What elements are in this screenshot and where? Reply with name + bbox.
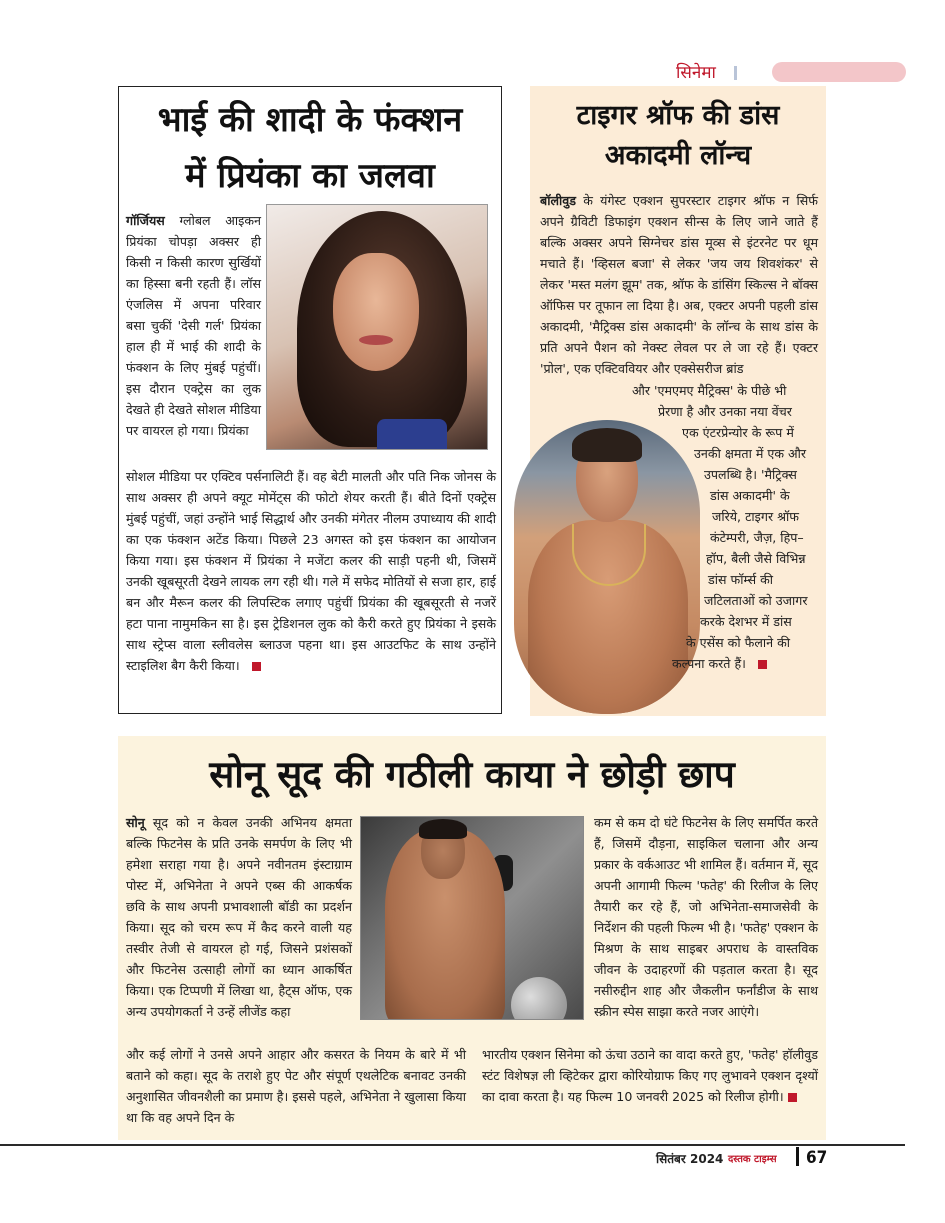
- tiger-line: कल्पना करते हैं।: [672, 656, 746, 671]
- tiger-last-line: [672, 653, 818, 674]
- footer-separator: [796, 1147, 799, 1166]
- priyanka-headline-line1: भाई की शादी के फंक्शन: [157, 100, 463, 140]
- priyanka-lead-word: गॉर्जियस: [126, 213, 165, 228]
- footer-date: सितंबर 2024: [656, 1152, 724, 1166]
- tiger-line: जटिलताओं को उजागर: [704, 593, 808, 608]
- priyanka-column-text: [126, 210, 261, 441]
- tiger-headline: [530, 96, 826, 176]
- tiger-wrap-text: [596, 380, 818, 674]
- photo-exercise-ball: [511, 977, 567, 1020]
- end-mark-icon: [252, 662, 261, 671]
- page-number: 67: [806, 1148, 828, 1168]
- sonu-column1-body: सूद को न केवल उनकी अभिनय क्षमता बल्कि फिटनेस के प्रति उनके समर्पण के लिए भी हमेशा सराहा गया है। अपने नवीनतम इंस्टाग्राम पोस्ट में, अभिनेता ने अपने एब्स की आकर्षक छवि के साथ अपनी प्रभावशाली बॉडी का प्रदर्शन किया। सूद को चरम रूप में कैद करने वाली यह तस्वीर तेजी से वायरल हो गई, जिसने प्रशंसकों और फिटनेस उत्साही लोगों का ध्यान आकर्षित किया। एक टिप्पणी में लिखा था, हैट्स ऑफ, एक अन्य उपयोगकर्ता ने उन्हें लीजेंड कहा: [126, 815, 352, 1019]
- sonu-lead-word: सोनू: [126, 815, 145, 830]
- tiger-line: प्रेरणा है और उनका नया वेंचर: [658, 404, 792, 419]
- tiger-line: कंटेम्परी, जैज़, हिप–: [710, 530, 804, 545]
- photo-lips: [359, 335, 393, 345]
- section-label: सिनेमा: [676, 63, 716, 83]
- tiger-lead-word: बॉलीवुड: [540, 193, 576, 208]
- sonu-headline: सोनू सूद की गठीली काया ने छोड़ी छाप: [209, 752, 735, 796]
- sonu-column1-text: [126, 812, 352, 1022]
- footer-rule: [0, 1144, 905, 1146]
- priyanka-headline-line2: में प्रियंका का जलवा: [185, 156, 435, 196]
- priyanka-photo: [266, 204, 488, 450]
- sonu-bottom-left-text: और कई लोगों ने उनसे अपने आहार और कसरत के नियम के बारे में भी बताने को कहा। सूद के तराशे हुए पेट और संपूर्ण एथलेटिक बनावट उनकी अनुशासित जीवनशैली का प्रमाण है। इससे पहले, अभिनेता ने खुलासा किया था कि वह अपने दिन के: [126, 1047, 466, 1125]
- tiger-line: उनकी क्षमता में एक और: [694, 446, 807, 461]
- sonu-bottom-right-body: भारतीय एक्शन सिनेमा को ऊंचा उठाने का वादा करते हुए, 'फतेह' हॉलीवुड स्टंट विशेषज्ञ ली व्हिटेकर द्वारा कोरियोग्राफ किए गए लुभावने एक्शन दृश्यों का दावा करता है। यह फिल्म 10 जनवरी 2025 को रिलीज होगी।: [482, 1047, 818, 1104]
- tiger-line: डांस अकादमी' के: [710, 488, 790, 503]
- tiger-line: जरिये, टाइगर श्रॉफ: [712, 509, 799, 524]
- tiger-line: उपलब्धि है। 'मैट्रिक्स: [704, 467, 797, 482]
- priyanka-full-body: सोशल मीडिया पर एक्टिव पर्सनालिटी हैं। वह बेटी मालती और पति निक जोनस के साथ अक्सर ही अपने क्यूट मोमेंट्स की फोटो शेयर करती हैं। बीते दिनों एक्ट्रेस मुंबई पहुंचीं, जहां उन्होंने भाई सिद्धार्थ और उनकी मंगेतर नीलम उपाध्याय की शादी का एक फंक्शन अटेंड किया। पिछले 23 अगस्त को इस फंक्शन का आयोजन किया गया। इस फंक्शन में प्रियंका ने मजेंटा कलर की साड़ी पहनी थी, जिसमें उनकी खूबसूरती देखने लायक लग रही थी। गले में सफेद मोतियों से सजा हार, हाई बन और मैरून कलर की लिपस्टिक लगाए पहुंचीं प्रियंका की खूबसूरती से नजरें हटा पाना नामुमकिन सा है। इस ट्रेडिशनल लुक को कैरी करते हुए प्रियंका ने इसके साथ स्ट्रेप्स वाला स्लीवलेस ब्लाउज पहना था। इस आउटफिट के साथ उन्होंने स्टाइलिश बैग कैरी किया।: [126, 469, 496, 673]
- section-decoration: [772, 62, 906, 82]
- tiger-line: और 'एमएमए मैट्रिक्स' के पीछे भी: [632, 383, 787, 398]
- tiger-line: के एसेंस को फैलाने की: [686, 635, 791, 650]
- tiger-line: करके देशभर में डांस: [700, 614, 792, 629]
- tiger-line: डांस फॉर्म्स की: [708, 572, 774, 587]
- priyanka-column-body: ग्लोबल आइकन प्रियंका चोपड़ा अक्सर ही किसी न किसी कारण सुर्खियों का हिस्सा बनी रहती हैं। लॉस एंजलिस में अपना परिवार बसा चुकीं 'देसी गर्ल' प्रियंका हाल ही में भाई की शादी के फंक्शन के लिए मुंबई पहुंचीं। इस दौरान एक्ट्रेस का लुक देखते ही देखते सोशल मीडिया पर वायरल हो गया। प्रियंका: [126, 213, 261, 438]
- footer-brand-logo: दस्तक टाइम्स: [728, 1154, 777, 1165]
- tiger-intro-text: [540, 190, 818, 379]
- tiger-intro-body: के यंगेस्ट एक्शन सुपरस्टार टाइगर श्रॉफ न सिर्फ अपने ग्रैविटी डिफाइंग एक्शन सीन्स के लिए जाने जाते हैं बल्कि अक्सर अपने सिग्नेचर डांस मूव्स से इंटरनेट पर धूम मचाते हैं। 'व्हिसल बजा' से लेकर 'जय जय शिवशंकर' से लेकर 'मस्त मलंग झूम' तक, श्रॉफ के डांसिंग स्किल्स ने बॉक्स ऑफिस पर तूफान ला दिया है। अब, एक्टर अपनी पहली डांस अकादमी, 'मैट्रिक्स डांस अकादमी' के लॉन्च के साथ डांस के प्रति अपने पैशन को नेक्स्ट लेवल पर ले जा रहे हैं। एक्टर 'प्रोल', एक एक्टिववियर और एक्सेसरीज ब्रांड: [540, 193, 818, 376]
- priyanka-full-text: [126, 466, 496, 676]
- photo-hair: [419, 819, 467, 839]
- sonu-bottom-right-text: [482, 1044, 818, 1107]
- sonu-photo: [360, 816, 584, 1020]
- end-mark-icon: [788, 1093, 797, 1102]
- tiger-line: एक एंटरप्रेन्योर के रूप में: [682, 425, 794, 440]
- tiger-line: हॉप, बैली जैसे विभिन्न: [706, 551, 806, 566]
- section-divider: [734, 66, 737, 80]
- photo-face: [333, 253, 419, 371]
- sonu-column2-text: कम से कम दो घंटे फिटनेस के लिए समर्पित करते हैं, जिसमें दौड़ना, साइकिल चलाना और अन्य प्रकार के वर्कआउट भी शामिल हैं। वर्तमान में, सूद अपनी आगामी फिल्म 'फतेह' की रिलीज के लिए तैयारी कर रहे हैं, जो अभिनेता-समाजसेवी के निर्देशन की पहली फिल्म भी है। 'फतेह' एक्शन के मिश्रण के साथ साइबर अपराध के वास्तविक जीवन के उदाहरणों की पड़ताल करता है। सूद नसीरुद्दीन शाह और जैकलीन फर्नांडीज के साथ स्क्रीन स्पेस साझा करते नजर आएंगे।: [594, 815, 818, 1019]
- end-mark-icon: [758, 660, 767, 669]
- priyanka-headline: [118, 92, 502, 204]
- tiger-headline-line1: टाइगर श्रॉफ की डांस: [576, 100, 780, 131]
- tiger-headline-line2: अकादमी लॉन्च: [604, 140, 752, 171]
- photo-top: [377, 419, 447, 450]
